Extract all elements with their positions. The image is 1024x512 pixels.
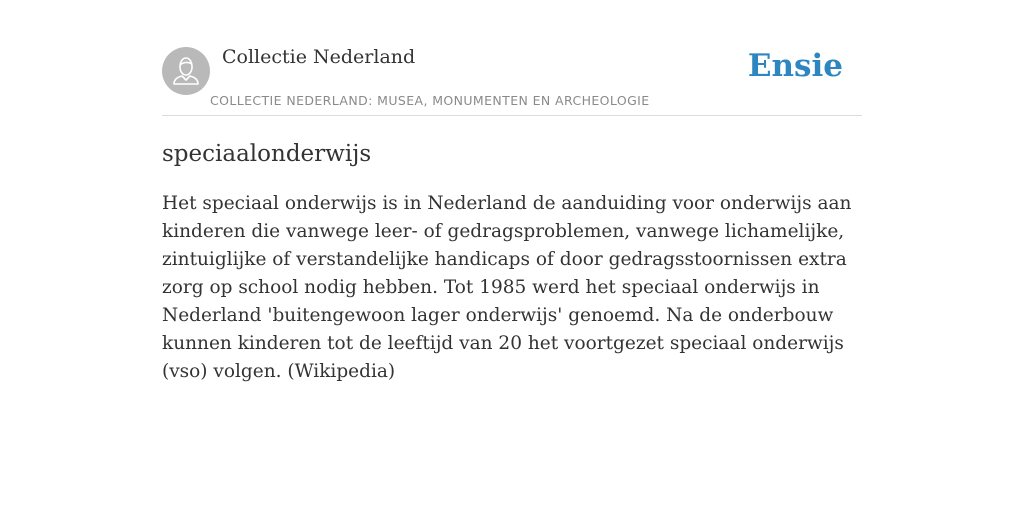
author-name-link[interactable]: Collectie Nederland <box>222 46 416 68</box>
entry-card <box>162 40 862 386</box>
entry-header <box>162 40 862 116</box>
entry-definition-text: Het speciaal onderwijs is in Nederland de aanduiding voor onderwijs aan kinderen die vanwege leer- of gedragsproblemen, vanwege lichamelijke, zintuiglijke of verstandelijke handicaps of door gedragsstoornissen extra zorg op school nodig hebben. Tot 1985 werd het speciaal onderwijs in Nederland 'buitengewoon lager onderwijs' genoemd. Na de onderbouw kunnen kinderen tot de leeftijd van 20 het voortgezet speciaal onderwijs (vso) volgen. (Wikipedia) <box>162 193 852 382</box>
author-avatar[interactable] <box>162 47 210 95</box>
source-label: COLLECTIE NEDERLAND: MUSEA, MONUMENTEN EN ARCHEOLOGIE <box>210 93 650 108</box>
ensie-logo-link[interactable]: Ensie <box>747 48 843 84</box>
user-silhouette-icon <box>162 47 210 95</box>
entry-term-title: speciaalonderwijs <box>162 141 372 167</box>
